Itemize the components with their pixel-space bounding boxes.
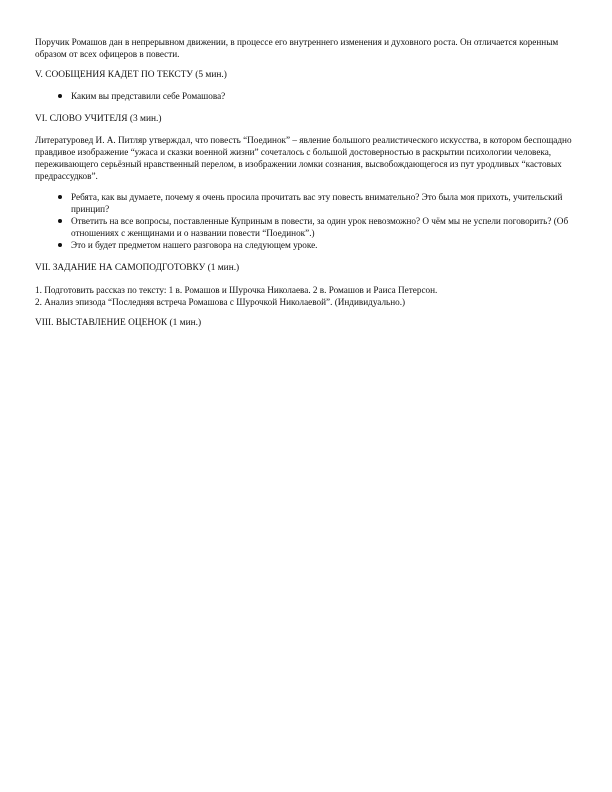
bullet-icon	[58, 195, 62, 199]
list-item-text: Это и будет предметом нашего разговора на следующем уроке.	[71, 240, 318, 250]
section-8-heading: VIII. ВЫСТАВЛЕНИЕ ОЦЕНОК (1 мин.)	[35, 318, 202, 328]
section-7-line-1: 1. Подготовить рассказ по тексту: 1 в. Ромашов и Шурочка Николаева. 2 в. Ромашов и Раиса Петерсон.	[35, 285, 438, 295]
list-item	[35, 90, 577, 102]
section-5-heading: V. СООБЩЕНИЯ КАДЕТ ПО ТЕКСТУ (5 мин.)	[35, 70, 227, 80]
list-item-text: Ребята, как вы думаете, почему я очень просила прочитать вас эту повесть внимательно? Это была моя прихоть, учительский принцип?	[71, 192, 563, 214]
bullet-icon	[58, 243, 62, 247]
section-5-list	[35, 90, 577, 102]
intro-paragraph: Поручик Ромашов дан в непрерывном движении, в процессе его внутреннего изменения и духовного роста. Он отличается коренным образом от всех офицеров в повести.	[35, 37, 559, 59]
section-6-heading: VI. СЛОВО УЧИТЕЛЯ (3 мин.)	[35, 114, 162, 124]
list-item	[35, 239, 577, 251]
bullet-icon	[58, 219, 62, 223]
section-7-heading: VII. ЗАДАНИЕ НА САМОПОДГОТОВКУ (1 мин.)	[35, 263, 240, 273]
bullet-icon	[58, 94, 62, 98]
list-item-text: Каким вы представили себе Ромашова?	[71, 91, 226, 101]
section-6-list	[35, 191, 577, 251]
list-item-text: Ответить на все вопросы, поставленные Куприным в повести, за один урок невозможно? О чём мы не успели поговорить? (Об отношениях с женщинами и о названии повести “Поединок”.)	[71, 216, 569, 238]
document-page	[35, 36, 577, 329]
section-6-paragraph: Литературовед И. А. Питляр утверждал, что повесть “Поединок” – явление большого реалистического искусства, в котором беспощадно правдивое изображение “ужаса и сказки военной жизни” сочеталось с большой достоверностью в раскрытии психологии человека, переживающего серьёзный нравственный перелом, в изображении ломки сознания, высвобождающегося из пут уродливых “кастовых предрассудков”.	[35, 135, 572, 181]
section-7-line-2: 2. Анализ эпизода “Последняя встреча Ромашова с Шурочкой Николаевой”. (Индивидуально.)	[35, 297, 406, 307]
list-item	[35, 215, 577, 239]
list-item	[35, 191, 577, 215]
